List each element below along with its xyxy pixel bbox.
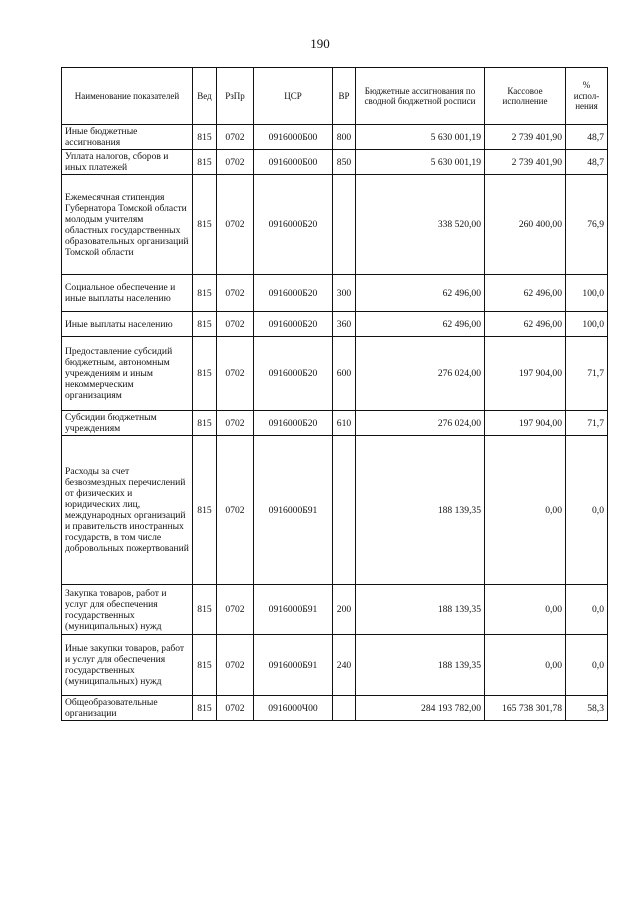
row-percent: 0,0	[566, 635, 608, 696]
row-name: Иные выплаты населению	[62, 312, 193, 337]
row-percent: 100,0	[566, 312, 608, 337]
row-name: Закупка товаров, работ и услуг для обеспечения государственных (муниципальных) нужд	[62, 585, 193, 635]
row-cash: 62 496,00	[485, 312, 566, 337]
row-rzpr: 0702	[217, 585, 254, 635]
row-csr: 0916000Б20	[254, 312, 333, 337]
row-ved: 815	[193, 635, 217, 696]
row-cash: 197 904,00	[485, 337, 566, 411]
row-name: Иные закупки товаров, работ и услуг для обеспечения государственных (муниципальных) нужд	[62, 635, 193, 696]
row-percent: 76,9	[566, 175, 608, 275]
row-csr: 0916000Б00	[254, 150, 333, 175]
row-cash: 0,00	[485, 585, 566, 635]
row-name: Расходы за счет безвозмездных перечислений от физических и юридических лиц, международных организаций и правительств иностранных государств, в том числе добровольных пожертвований	[62, 436, 193, 585]
row-vr	[333, 436, 356, 585]
row-budget: 62 496,00	[356, 275, 485, 312]
row-ved: 815	[193, 696, 217, 721]
row-vr: 850	[333, 150, 356, 175]
row-cash: 2 739 401,90	[485, 150, 566, 175]
row-csr: 0916000Б20	[254, 275, 333, 312]
header-cash: Кассовое исполнение	[485, 68, 566, 125]
row-rzpr: 0702	[217, 125, 254, 150]
header-budget: Бюджетные ассигнования по сводной бюджетной росписи	[356, 68, 485, 125]
row-csr: 0916000Б91	[254, 436, 333, 585]
row-ved: 815	[193, 275, 217, 312]
row-name: Предоставление субсидий бюджетным, автономным учреждениям и иным некоммерческим организациям	[62, 337, 193, 411]
row-name: Общеобразовательные организации	[62, 696, 193, 721]
table-row	[62, 175, 608, 275]
row-cash: 260 400,00	[485, 175, 566, 275]
page-number: 190	[310, 36, 330, 51]
row-rzpr: 0702	[217, 635, 254, 696]
row-vr	[333, 175, 356, 275]
row-name: Социальное обеспечение и иные выплаты населению	[62, 275, 193, 312]
row-budget: 188 139,35	[356, 635, 485, 696]
row-budget: 5 630 001,19	[356, 150, 485, 175]
header-rzpr: РзПр	[217, 68, 254, 125]
row-vr: 360	[333, 312, 356, 337]
row-rzpr: 0702	[217, 411, 254, 436]
header-ved: Вед	[193, 68, 217, 125]
row-ved: 815	[193, 337, 217, 411]
table-row	[62, 275, 608, 312]
row-csr: 0916000Б91	[254, 585, 333, 635]
row-budget: 276 024,00	[356, 411, 485, 436]
row-percent: 71,7	[566, 337, 608, 411]
header-csr: ЦСР	[254, 68, 333, 125]
budget-execution-table	[61, 67, 608, 721]
row-vr: 200	[333, 585, 356, 635]
row-name: Иные бюджетные ассигнования	[62, 125, 193, 150]
row-name: Уплата налогов, сборов и иных платежей	[62, 150, 193, 175]
header-vr: ВР	[333, 68, 356, 125]
row-csr: 0916000Б91	[254, 635, 333, 696]
row-rzpr: 0702	[217, 337, 254, 411]
row-ved: 815	[193, 150, 217, 175]
row-budget: 188 139,35	[356, 436, 485, 585]
table-row	[62, 436, 608, 585]
row-budget: 276 024,00	[356, 337, 485, 411]
row-ved: 815	[193, 312, 217, 337]
row-vr: 600	[333, 337, 356, 411]
table-row	[62, 635, 608, 696]
header-name: Наименование показателей	[62, 68, 193, 125]
row-rzpr: 0702	[217, 696, 254, 721]
row-budget: 284 193 782,00	[356, 696, 485, 721]
row-percent: 48,7	[566, 150, 608, 175]
row-percent: 48,7	[566, 125, 608, 150]
table-row	[62, 585, 608, 635]
row-budget: 5 630 001,19	[356, 125, 485, 150]
row-ved: 815	[193, 175, 217, 275]
row-cash: 62 496,00	[485, 275, 566, 312]
row-cash: 165 738 301,78	[485, 696, 566, 721]
row-cash: 197 904,00	[485, 411, 566, 436]
header-percent: % испол-нения	[566, 68, 608, 125]
row-csr: 0916000Ч00	[254, 696, 333, 721]
row-cash: 0,00	[485, 436, 566, 585]
row-vr: 610	[333, 411, 356, 436]
row-vr	[333, 696, 356, 721]
row-budget: 338 520,00	[356, 175, 485, 275]
row-ved: 815	[193, 436, 217, 585]
row-ved: 815	[193, 411, 217, 436]
row-percent: 100,0	[566, 275, 608, 312]
table-row	[62, 150, 608, 175]
row-vr: 240	[333, 635, 356, 696]
row-budget: 62 496,00	[356, 312, 485, 337]
row-csr: 0916000Б20	[254, 411, 333, 436]
row-rzpr: 0702	[217, 175, 254, 275]
table-header-row	[62, 68, 608, 125]
row-csr: 0916000Б00	[254, 125, 333, 150]
row-name: Субсидии бюджетным учреждениям	[62, 411, 193, 436]
row-ved: 815	[193, 585, 217, 635]
row-vr: 800	[333, 125, 356, 150]
table-row	[62, 312, 608, 337]
row-ved: 815	[193, 125, 217, 150]
row-percent: 0,0	[566, 436, 608, 585]
table-row	[62, 411, 608, 436]
row-budget: 188 139,35	[356, 585, 485, 635]
row-rzpr: 0702	[217, 312, 254, 337]
row-cash: 0,00	[485, 635, 566, 696]
row-name: Ежемесячная стипендия Губернатора Томской области молодым учителям областных государственных образовательных организаций Томской области	[62, 175, 193, 275]
table-row	[62, 125, 608, 150]
row-rzpr: 0702	[217, 275, 254, 312]
table-row	[62, 696, 608, 721]
row-rzpr: 0702	[217, 150, 254, 175]
table-row	[62, 337, 608, 411]
row-csr: 0916000Б20	[254, 337, 333, 411]
row-percent: 71,7	[566, 411, 608, 436]
row-vr: 300	[333, 275, 356, 312]
row-rzpr: 0702	[217, 436, 254, 585]
row-percent: 58,3	[566, 696, 608, 721]
row-csr: 0916000Б20	[254, 175, 333, 275]
row-cash: 2 739 401,90	[485, 125, 566, 150]
row-percent: 0,0	[566, 585, 608, 635]
